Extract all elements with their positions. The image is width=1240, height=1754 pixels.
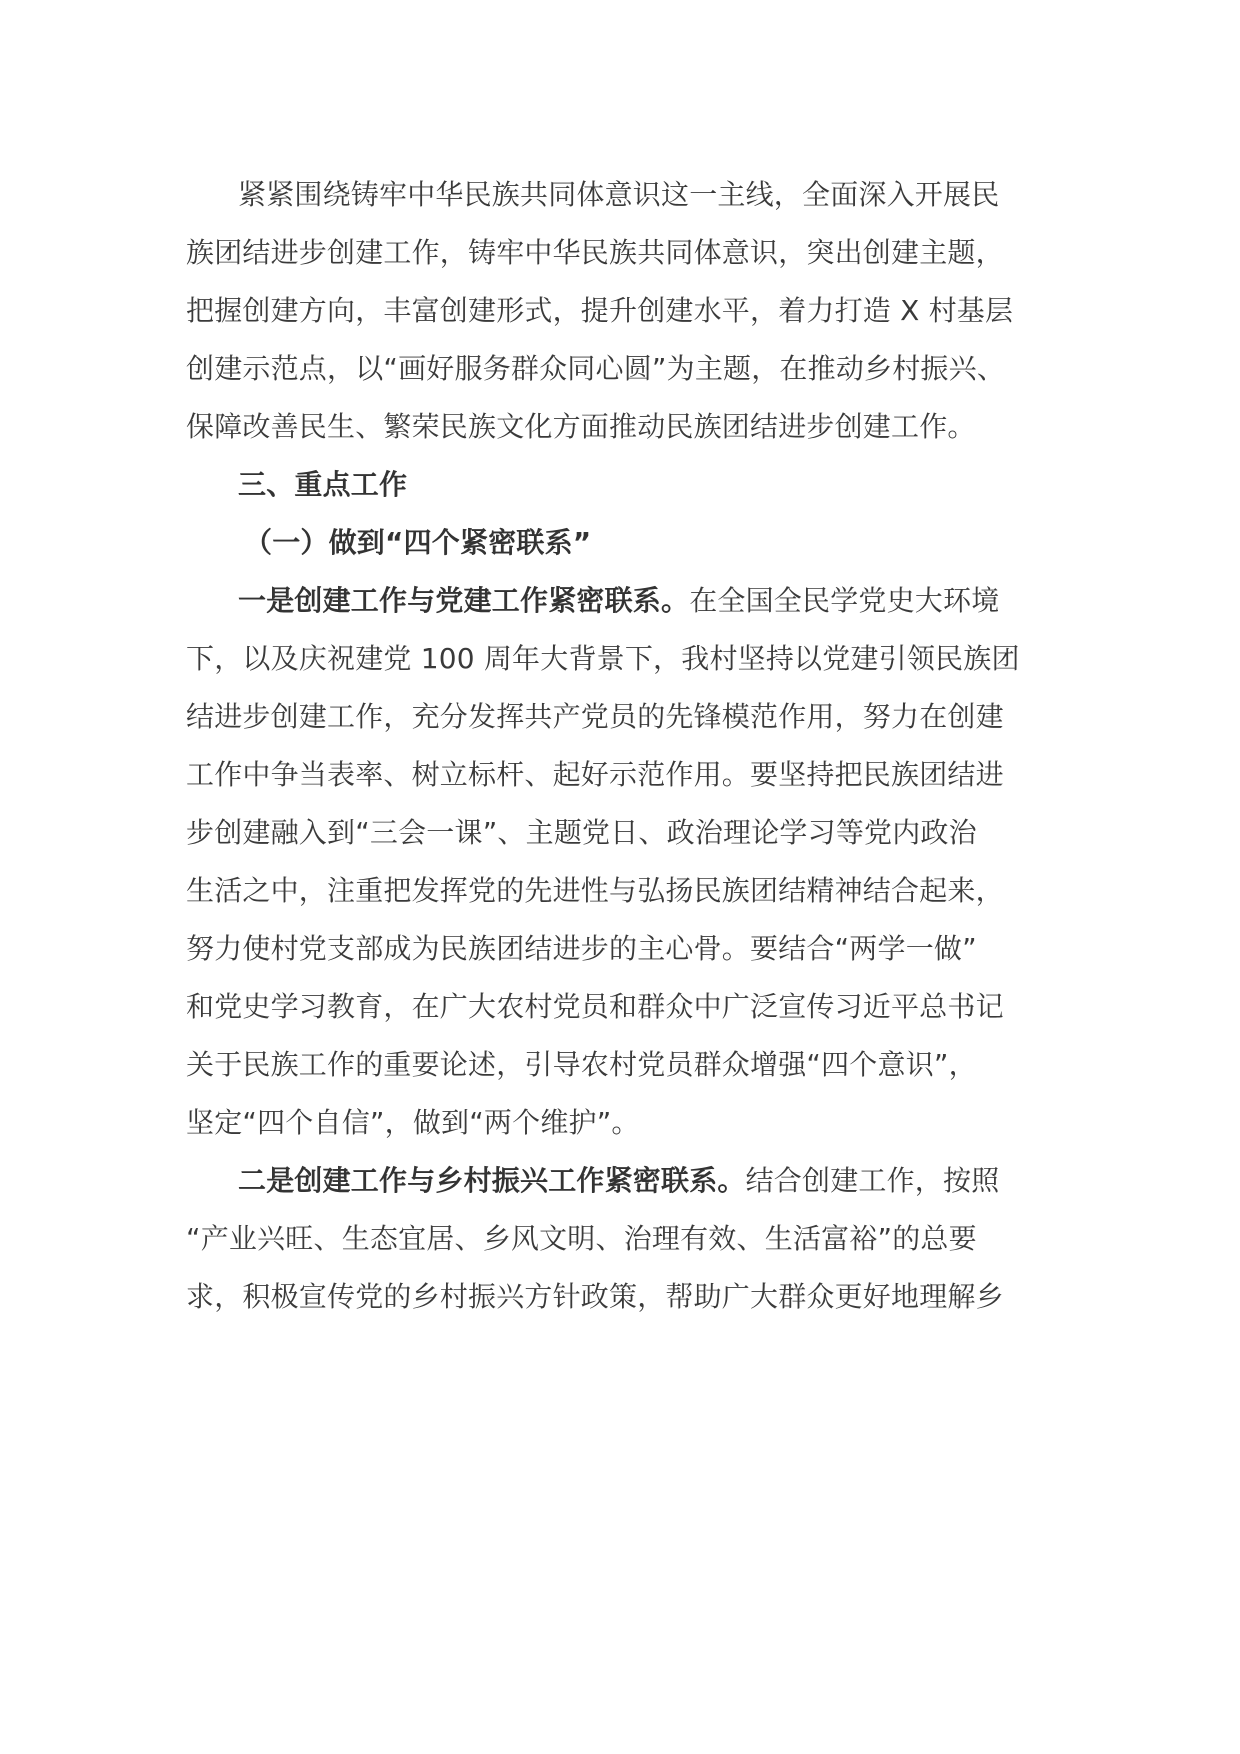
paragraph-line: 坚定“四个自信”，做到“两个维护”。 [186,1106,640,1139]
paragraph-line: “产业兴旺、生态宜居、乡风文明、治理有效、生活富裕”的总要 [186,1222,977,1255]
paragraph-line: 和党史学习教育，在广大农村党员和群众中广泛宣传习近平总书记 [186,990,1004,1023]
subsection-heading: （一）做到“四个紧密联系” [244,526,592,559]
paragraph-line: 族团结进步创建工作，铸牢中华民族共同体意识，突出创建主题， [186,236,1004,269]
paragraph-line: 把握创建方向，丰富创建形式，提升创建水平，着力打造 X 村基层 [186,294,1014,327]
paragraph-line: 工作中争当表率、树立标杆、起好示范作用。要坚持把民族团结进 [186,758,1004,791]
section-heading: 三、重点工作 [238,468,408,501]
item-1-lead: 一是创建工作与党建工作紧密联系。 [238,584,690,617]
item-1-first-line [238,581,999,621]
paragraph-line: 下，以及庆祝建党 100 周年大背景下，我村坚持以党建引领民族团 [186,642,1020,675]
item-2-first-line-rest: 结合创建工作，按照 [745,1164,1000,1197]
paragraph-line: 结进步创建工作，充分发挥共产党员的先锋模范作用，努力在创建 [186,700,1004,733]
paragraph-line: 创建示范点，以“画好服务群众同心圆”为主题，在推动乡村振兴、 [186,352,1006,385]
paragraph-line: 关于民族工作的重要论述，引导农村党员群众增强“四个意识”， [186,1048,977,1081]
paragraph-line: 保障改善民生、繁荣民族文化方面推动民族团结进步创建工作。 [186,410,976,443]
paragraph-line: 紧紧围绕铸牢中华民族共同体意识这一主线，全面深入开展民 [238,178,1000,211]
item-1-first-line-rest: 在全国全民学党史大环境 [689,584,1000,617]
item-2-lead: 二是创建工作与乡村振兴工作紧密联系。 [238,1164,746,1197]
paragraph-line: 努力使村党支部成为民族团结进步的主心骨。要结合“两学一做” [186,932,977,965]
paragraph-line: 求，积极宣传党的乡村振兴方针政策，帮助广大群众更好地理解乡 [186,1280,1004,1313]
paragraph-line: 步创建融入到“三会一课”、主题党日、政治理论学习等党内政治 [186,816,977,849]
paragraph-line: 生活之中，注重把发挥党的先进性与弘扬民族团结精神结合起来， [186,874,1004,907]
item-2-first-line [238,1161,999,1201]
